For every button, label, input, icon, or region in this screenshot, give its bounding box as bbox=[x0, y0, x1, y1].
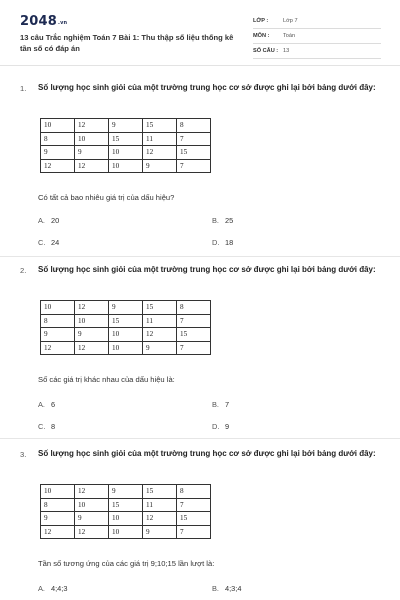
option-text: 9 bbox=[225, 422, 230, 431]
table-cell: 10 bbox=[41, 119, 75, 133]
table-cell: 15 bbox=[177, 512, 211, 526]
option-text: 18 bbox=[225, 238, 234, 247]
table-cell: 8 bbox=[177, 485, 211, 499]
table-cell: 15 bbox=[109, 132, 143, 146]
table-cell: 10 bbox=[41, 485, 75, 499]
table-row bbox=[41, 146, 211, 160]
table-cell: 8 bbox=[177, 301, 211, 315]
option-text: 6 bbox=[51, 400, 56, 409]
option-a[interactable] bbox=[38, 216, 59, 225]
option-letter: A. bbox=[38, 584, 45, 593]
option-letter: B. bbox=[212, 584, 219, 593]
table-cell: 9 bbox=[109, 301, 143, 315]
table-cell: 10 bbox=[109, 146, 143, 160]
site-logo[interactable] bbox=[20, 14, 67, 29]
option-text: 7 bbox=[225, 400, 230, 409]
option-letter: A. bbox=[38, 400, 45, 409]
table-cell: 12 bbox=[143, 146, 177, 160]
option-text: 4;3;4 bbox=[225, 584, 242, 593]
meta-box bbox=[253, 14, 381, 59]
table-row bbox=[41, 525, 211, 539]
option-letter: B. bbox=[212, 400, 219, 409]
table-cell: 12 bbox=[75, 341, 109, 355]
divider bbox=[0, 438, 400, 439]
table-row bbox=[41, 119, 211, 133]
question-text: Số lượng học sinh giỏi của một trường trung học cơ sở được ghi lại bởi bảng dưới đây: bbox=[38, 449, 376, 458]
meta-row-subject bbox=[253, 29, 381, 44]
table-cell: 8 bbox=[41, 314, 75, 328]
logo-sub: .vn bbox=[57, 20, 68, 26]
table-cell: 12 bbox=[75, 525, 109, 539]
table-cell: 15 bbox=[143, 119, 177, 133]
question-number: 1. bbox=[20, 84, 27, 93]
table-cell: 9 bbox=[109, 485, 143, 499]
option-text: 24 bbox=[51, 238, 60, 247]
table-cell: 9 bbox=[41, 328, 75, 342]
table-cell: 15 bbox=[109, 314, 143, 328]
data-table bbox=[40, 118, 211, 173]
question-1 bbox=[20, 82, 385, 252]
table-cell: 15 bbox=[143, 301, 177, 315]
table-cell: 15 bbox=[143, 485, 177, 499]
table-cell: 7 bbox=[177, 132, 211, 146]
option-b[interactable] bbox=[212, 216, 233, 225]
table-cell: 9 bbox=[75, 146, 109, 160]
data-table bbox=[40, 300, 211, 355]
table-cell: 12 bbox=[75, 301, 109, 315]
data-table bbox=[40, 484, 211, 539]
table-row bbox=[41, 301, 211, 315]
table-cell: 15 bbox=[109, 498, 143, 512]
table-cell: 10 bbox=[109, 159, 143, 173]
table-cell: 9 bbox=[75, 512, 109, 526]
meta-value: Lớp 7 bbox=[283, 18, 298, 24]
table-cell: 9 bbox=[143, 525, 177, 539]
question-2 bbox=[20, 264, 385, 434]
table-cell: 10 bbox=[109, 525, 143, 539]
option-letter: D. bbox=[212, 238, 220, 247]
question-prompt: Số các giá trị khác nhau của dấu hiệu là: bbox=[38, 375, 175, 384]
option-d[interactable] bbox=[212, 422, 229, 431]
table-cell: 10 bbox=[75, 498, 109, 512]
table-row bbox=[41, 341, 211, 355]
table-cell: 11 bbox=[143, 498, 177, 512]
table-cell: 9 bbox=[109, 119, 143, 133]
option-a[interactable] bbox=[38, 584, 67, 593]
option-d[interactable] bbox=[212, 238, 233, 247]
table-row bbox=[41, 159, 211, 173]
table-cell: 7 bbox=[177, 498, 211, 512]
table-cell: 8 bbox=[177, 119, 211, 133]
table-cell: 12 bbox=[41, 341, 75, 355]
option-b[interactable] bbox=[212, 400, 229, 409]
option-text: 20 bbox=[51, 216, 60, 225]
question-3 bbox=[20, 448, 385, 598]
document-title: 13 câu Trắc nghiệm Toán 7 Bài 1: Thu thập số liệu thống kê tần số có đáp án bbox=[20, 33, 234, 53]
logo-main: 2048 bbox=[20, 14, 57, 29]
meta-value: Toán bbox=[283, 33, 296, 39]
option-letter: C. bbox=[38, 238, 46, 247]
meta-key: SỐ CÂU : bbox=[253, 48, 279, 54]
table-row bbox=[41, 512, 211, 526]
question-prompt: Có tất cả bao nhiêu giá trị của dấu hiệu? bbox=[38, 193, 175, 202]
table-cell: 10 bbox=[41, 301, 75, 315]
table-cell: 9 bbox=[41, 146, 75, 160]
table-cell: 9 bbox=[41, 512, 75, 526]
meta-row-class bbox=[253, 14, 381, 29]
question-text: Số lượng học sinh giỏi của một trường trung học cơ sở được ghi lại bởi bảng dưới đây: bbox=[38, 265, 376, 274]
option-c[interactable] bbox=[38, 238, 59, 247]
table-cell: 7 bbox=[177, 159, 211, 173]
option-a[interactable] bbox=[38, 400, 55, 409]
table-cell: 11 bbox=[143, 132, 177, 146]
table-cell: 12 bbox=[75, 485, 109, 499]
table-row bbox=[41, 328, 211, 342]
option-text: 25 bbox=[225, 216, 234, 225]
table-cell: 10 bbox=[109, 328, 143, 342]
page-header bbox=[0, 0, 400, 66]
table-cell: 9 bbox=[143, 159, 177, 173]
table-cell: 12 bbox=[75, 119, 109, 133]
table-cell: 12 bbox=[41, 159, 75, 173]
option-letter: B. bbox=[212, 216, 219, 225]
option-b[interactable] bbox=[212, 584, 241, 593]
table-cell: 10 bbox=[109, 512, 143, 526]
meta-row-count bbox=[253, 44, 381, 59]
meta-key: MÔN : bbox=[253, 33, 270, 39]
option-letter: C. bbox=[38, 422, 46, 431]
table-cell: 7 bbox=[177, 314, 211, 328]
question-number: 3. bbox=[20, 450, 27, 459]
table-cell: 15 bbox=[177, 146, 211, 160]
table-cell: 12 bbox=[75, 159, 109, 173]
table-cell: 10 bbox=[75, 132, 109, 146]
table-cell: 10 bbox=[109, 341, 143, 355]
table-cell: 11 bbox=[143, 314, 177, 328]
table-row bbox=[41, 132, 211, 146]
option-letter: A. bbox=[38, 216, 45, 225]
table-cell: 9 bbox=[143, 341, 177, 355]
divider bbox=[0, 256, 400, 257]
table-cell: 12 bbox=[143, 512, 177, 526]
table-row bbox=[41, 498, 211, 512]
table-row bbox=[41, 485, 211, 499]
meta-key: LỚP : bbox=[253, 18, 269, 24]
table-cell: 8 bbox=[41, 498, 75, 512]
table-cell: 7 bbox=[177, 341, 211, 355]
table-cell: 15 bbox=[177, 328, 211, 342]
table-cell: 9 bbox=[75, 328, 109, 342]
option-text: 8 bbox=[51, 422, 56, 431]
table-cell: 8 bbox=[41, 132, 75, 146]
question-number: 2. bbox=[20, 266, 27, 275]
question-text: Số lượng học sinh giỏi của một trường trung học cơ sở được ghi lại bởi bảng dưới đây: bbox=[38, 83, 376, 92]
question-prompt: Tần số tương ứng của các giá trị 9;10;15 lần lượt là: bbox=[38, 559, 215, 568]
table-cell: 12 bbox=[41, 525, 75, 539]
option-text: 4;4;3 bbox=[51, 584, 68, 593]
meta-value: 13 bbox=[283, 48, 290, 54]
option-c[interactable] bbox=[38, 422, 55, 431]
table-cell: 7 bbox=[177, 525, 211, 539]
option-letter: D. bbox=[212, 422, 220, 431]
table-row bbox=[41, 314, 211, 328]
table-cell: 10 bbox=[75, 314, 109, 328]
table-cell: 12 bbox=[143, 328, 177, 342]
